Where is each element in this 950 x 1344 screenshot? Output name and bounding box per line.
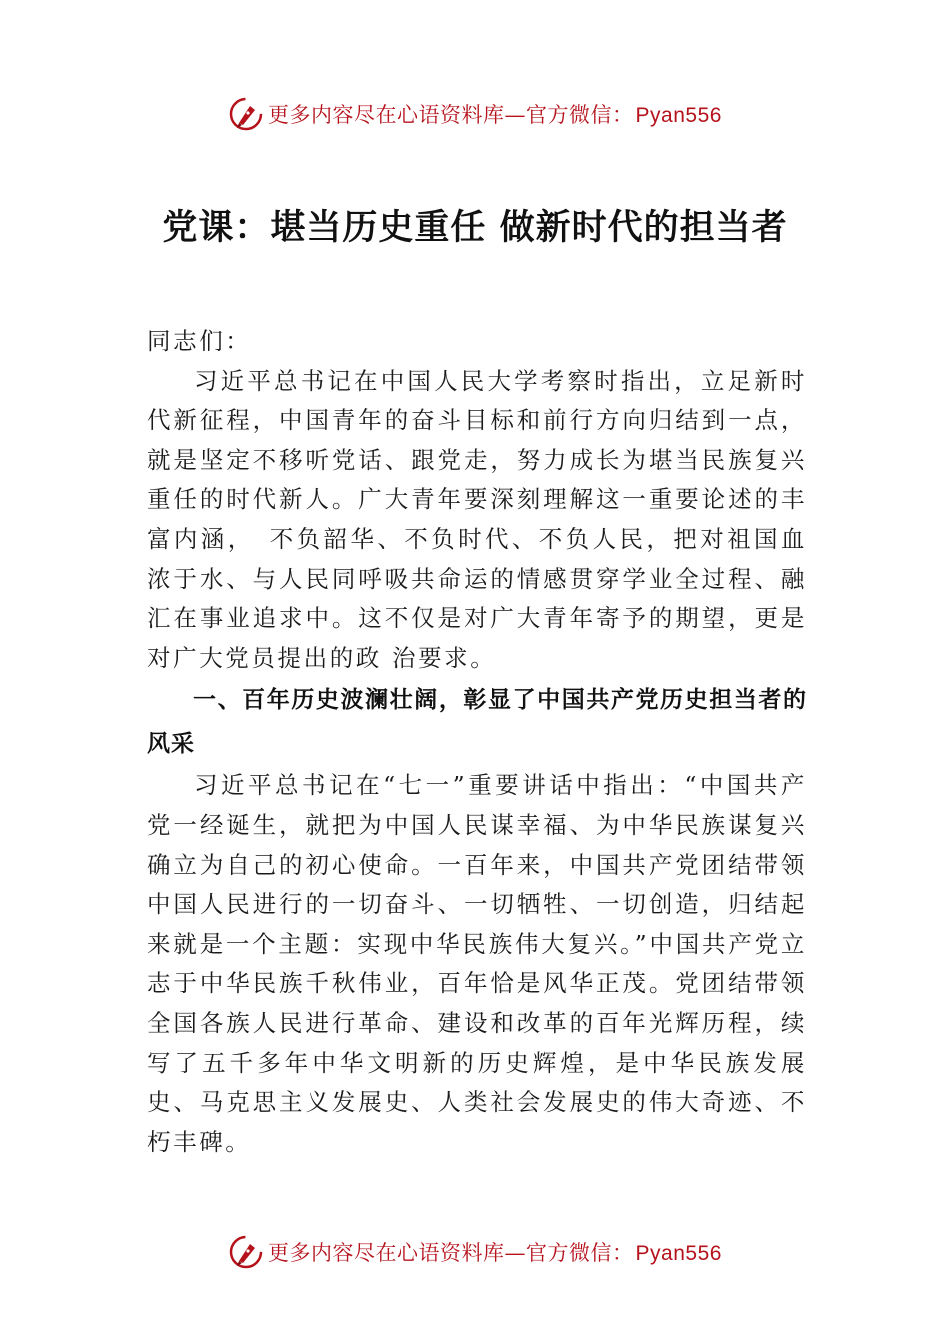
paragraph-intro: 习近平总书记在中国人民大学考察时指出，立足新时代新征程，中国青年的奋斗目标和前行方向归结到一点，就是坚定不移听党话、跟党走，努力成长为堪当民族复兴重任的时代新人。广大青年要深刻理解这一重要论述的丰富内涵， 不负韶华、不负时代、不负人民，把对祖国血浓于水、与人民同呼吸共命运的情感贯穿学业全过程、融汇在事业追求中。这不仅是对广大青年寄予的期望，更是对广大党员提出的政 治要求。 bbox=[147, 366, 807, 672]
pen-nib-logo-icon bbox=[228, 1234, 264, 1270]
footer-banner bbox=[0, 1232, 950, 1272]
pen-nib-logo-icon bbox=[228, 96, 264, 132]
section-heading: 一、百年历史波澜壮阔，彰显了中国共产党历史担当者的风采 bbox=[147, 687, 807, 758]
paragraph-section-1: 习近平总书记在“七一”重要讲话中指出：“中国共产党一经诞生，就把为中国人民谋幸福、为中华民族谋复兴确立为自己的初心使命。一百年来，中国共产党团结带领中国人民进行的一切奋斗、一切牺牲、一切创造，归结起来就是一个主题：实现中华民族伟大复兴。”中国共产党立志于中华民族千秋伟业，百年恰是风华正茂。党团结带领全国各族人民进行革命、建设和改革的百年光辉历程，续写了五千多年中华文明新的历史辉煌，是中华民族发展史、马克思主义发展史、人类社会发展史的伟大奇迹、不朽丰碑。 bbox=[147, 771, 807, 1156]
wechat-id: Pyan556 bbox=[635, 1242, 722, 1265]
salutation: 同志们： bbox=[147, 327, 252, 355]
wechat-id: Pyan556 bbox=[635, 104, 722, 127]
banner-text: 更多内容尽在心语资料库—官方微信：Pyan556 bbox=[268, 1241, 722, 1265]
header-banner bbox=[0, 94, 950, 134]
document-title: 党课：堪当历史重任 做新时代的担当者 bbox=[162, 207, 788, 248]
banner-text: 更多内容尽在心语资料库—官方微信：Pyan556 bbox=[268, 103, 722, 127]
document-body bbox=[147, 322, 807, 1162]
